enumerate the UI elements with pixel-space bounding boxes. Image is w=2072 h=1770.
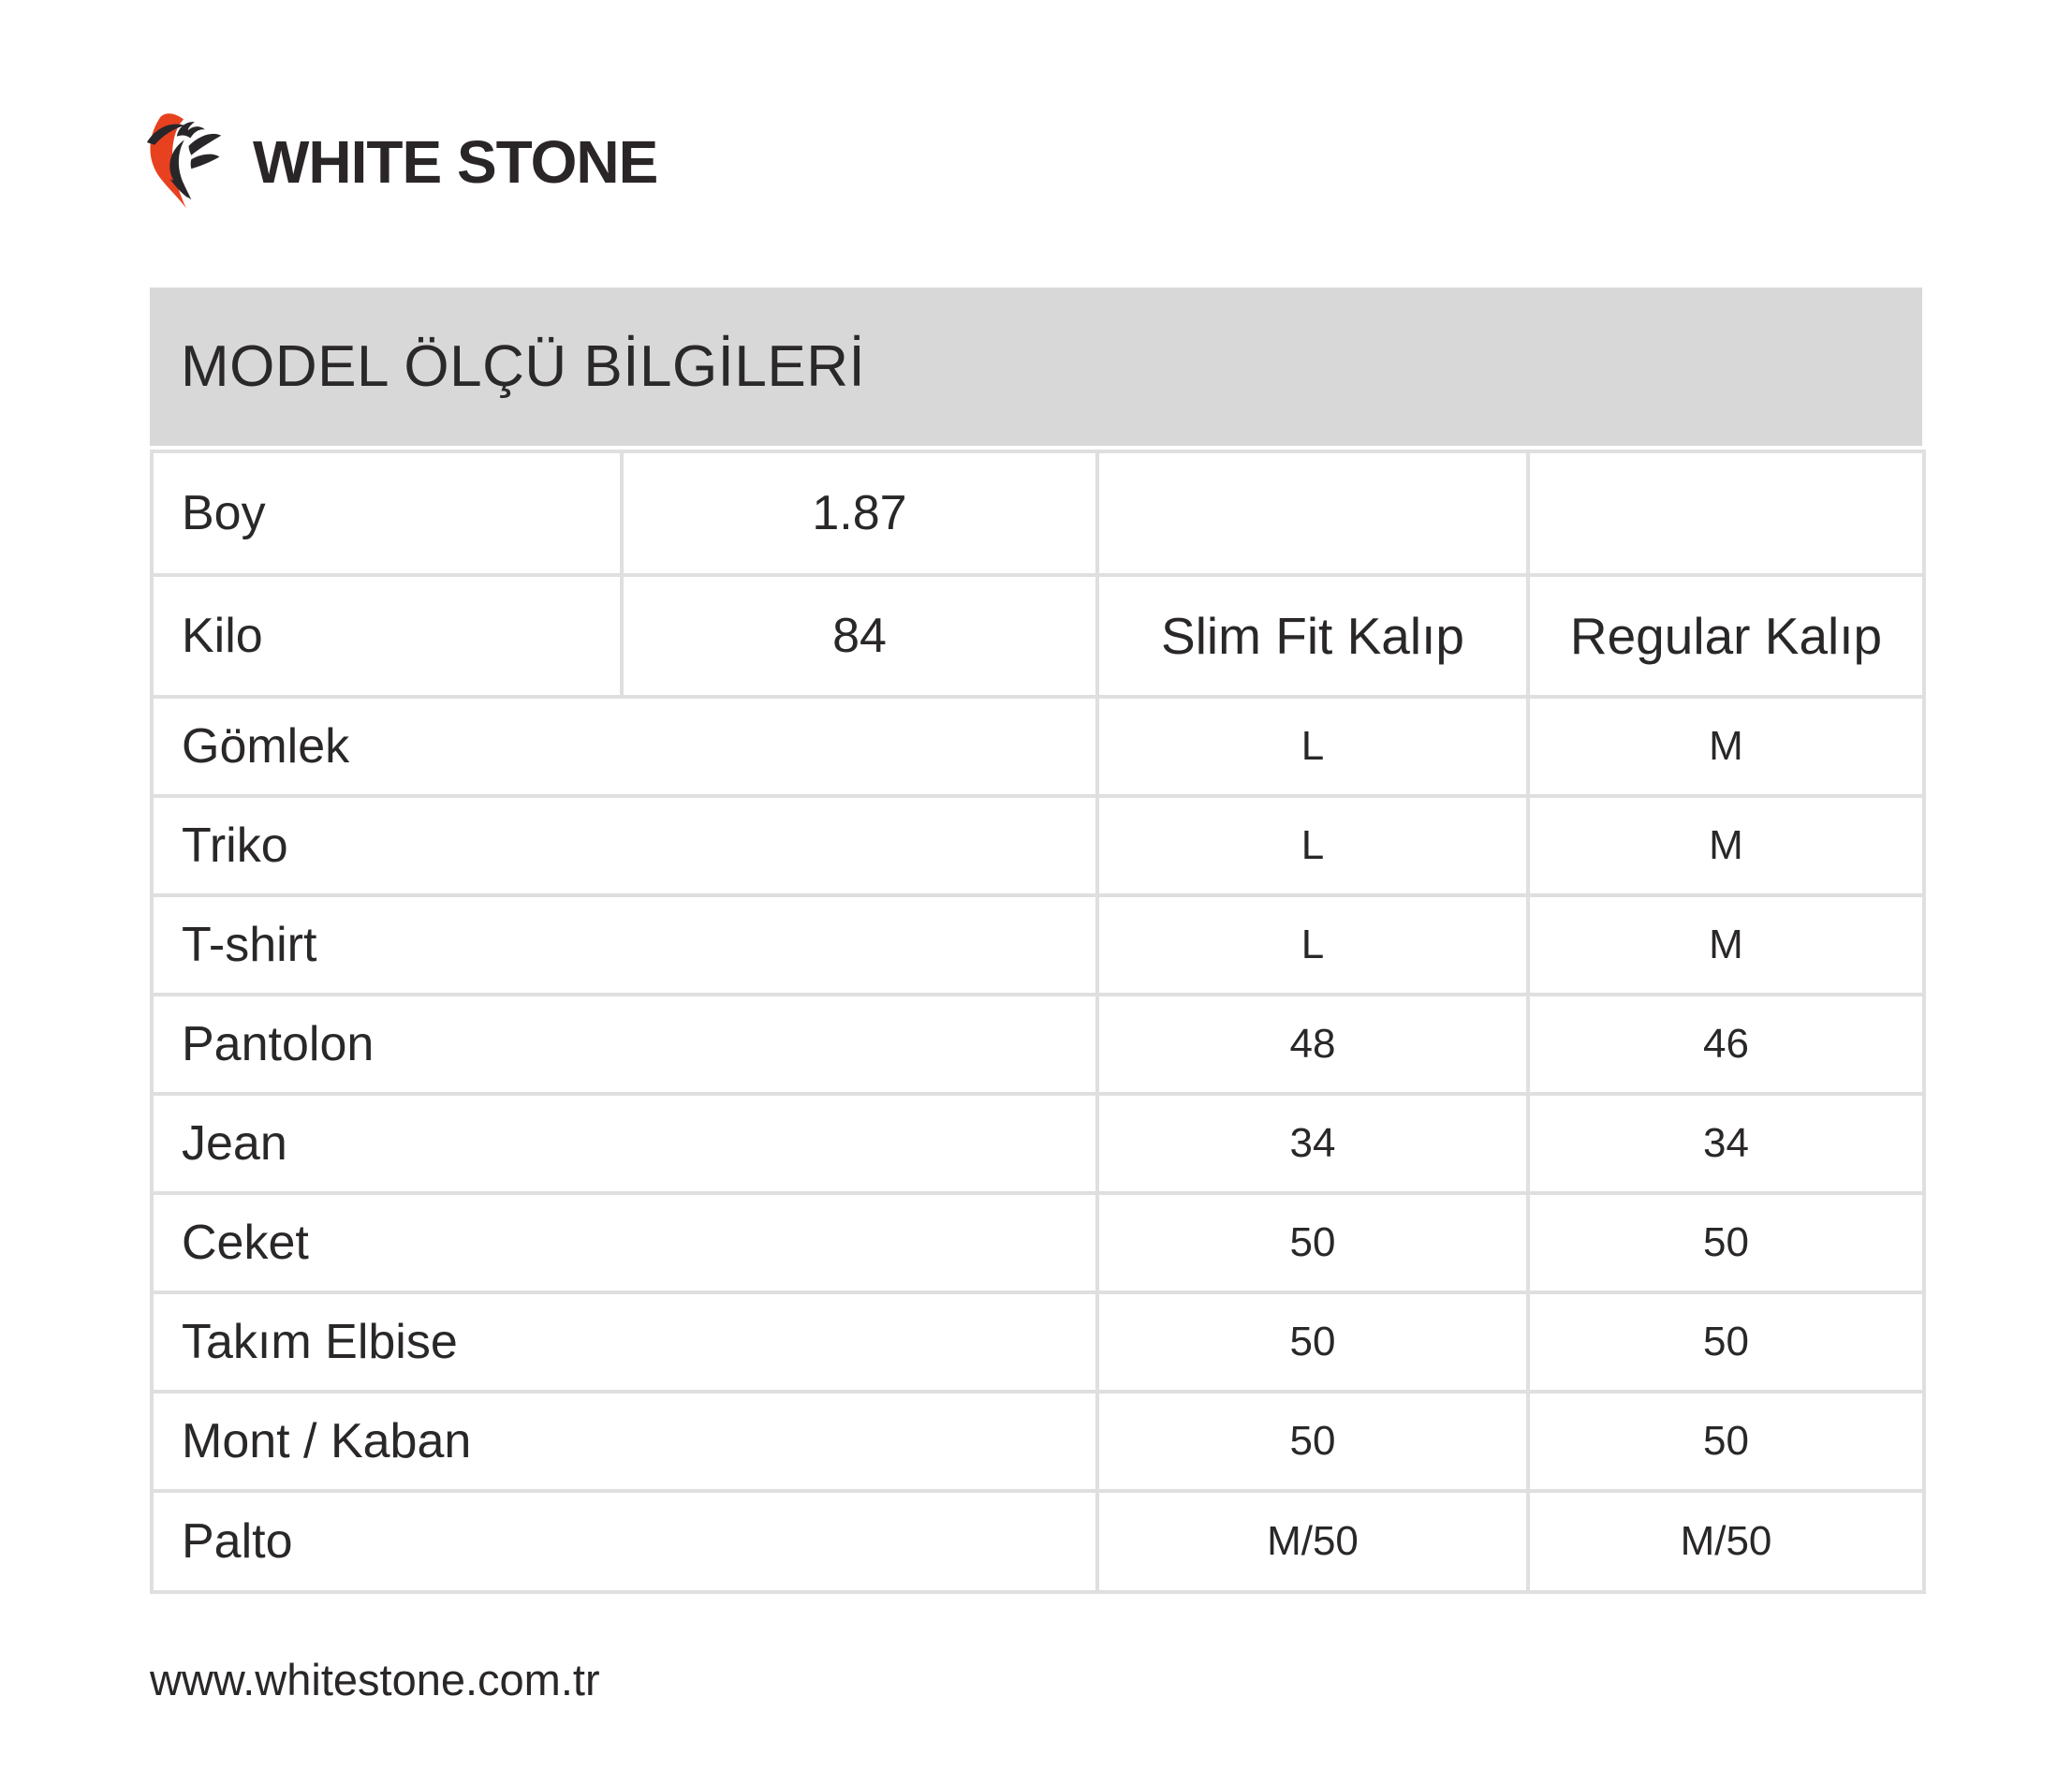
table-row xyxy=(152,995,1924,1094)
regular-value: 34 xyxy=(1528,1094,1924,1193)
size-table xyxy=(150,450,1926,1594)
row-label: Triko xyxy=(152,796,1097,895)
row-label: Ceket xyxy=(152,1193,1097,1292)
website-url: www.whitestone.com.tr xyxy=(150,1655,600,1704)
table-row xyxy=(152,1193,1924,1292)
page-title: MODEL ÖLÇÜ BİLGİLERİ xyxy=(181,334,866,399)
table-row xyxy=(152,1292,1924,1392)
regular-value: M/50 xyxy=(1528,1491,1924,1592)
row-value: 1.87 xyxy=(622,451,1097,575)
regular-value: 50 xyxy=(1528,1193,1924,1292)
fit-header-slim: Slim Fit Kalıp xyxy=(1097,575,1528,697)
row-label: Takım Elbise xyxy=(152,1292,1097,1392)
table-row xyxy=(152,1491,1924,1592)
row-label: Kilo xyxy=(152,575,622,697)
table-row xyxy=(152,1094,1924,1193)
table-row-kilo xyxy=(152,575,1924,697)
table-row xyxy=(152,796,1924,895)
regular-value: M xyxy=(1528,895,1924,995)
slim-fit-value: L xyxy=(1097,895,1528,995)
row-label: Gömlek xyxy=(152,697,1097,796)
slim-fit-value: L xyxy=(1097,697,1528,796)
slim-fit-value: L xyxy=(1097,796,1528,895)
slim-fit-value: 34 xyxy=(1097,1094,1528,1193)
row-label: Mont / Kaban xyxy=(152,1392,1097,1491)
phoenix-icon xyxy=(146,112,223,212)
table-row xyxy=(152,895,1924,995)
row-label: T-shirt xyxy=(152,895,1097,995)
row-label: Pantolon xyxy=(152,995,1097,1094)
title-bar xyxy=(150,288,1922,446)
empty-cell xyxy=(1097,451,1528,575)
regular-value: M xyxy=(1528,796,1924,895)
row-label: Boy xyxy=(152,451,622,575)
slim-fit-value: 48 xyxy=(1097,995,1528,1094)
fit-header-regular: Regular Kalıp xyxy=(1528,575,1924,697)
slim-fit-value: M/50 xyxy=(1097,1491,1528,1592)
row-label: Palto xyxy=(152,1491,1097,1592)
brand-logo xyxy=(146,112,657,212)
brand-name: WHITE STONE xyxy=(253,128,658,196)
regular-value: M xyxy=(1528,697,1924,796)
slim-fit-value: 50 xyxy=(1097,1292,1528,1392)
table-row-boy xyxy=(152,451,1924,575)
table-row xyxy=(152,1392,1924,1491)
empty-cell xyxy=(1528,451,1924,575)
row-value: 84 xyxy=(622,575,1097,697)
regular-value: 46 xyxy=(1528,995,1924,1094)
row-label: Jean xyxy=(152,1094,1097,1193)
regular-value: 50 xyxy=(1528,1392,1924,1491)
regular-value: 50 xyxy=(1528,1292,1924,1392)
slim-fit-value: 50 xyxy=(1097,1193,1528,1292)
table-row xyxy=(152,697,1924,796)
slim-fit-value: 50 xyxy=(1097,1392,1528,1491)
